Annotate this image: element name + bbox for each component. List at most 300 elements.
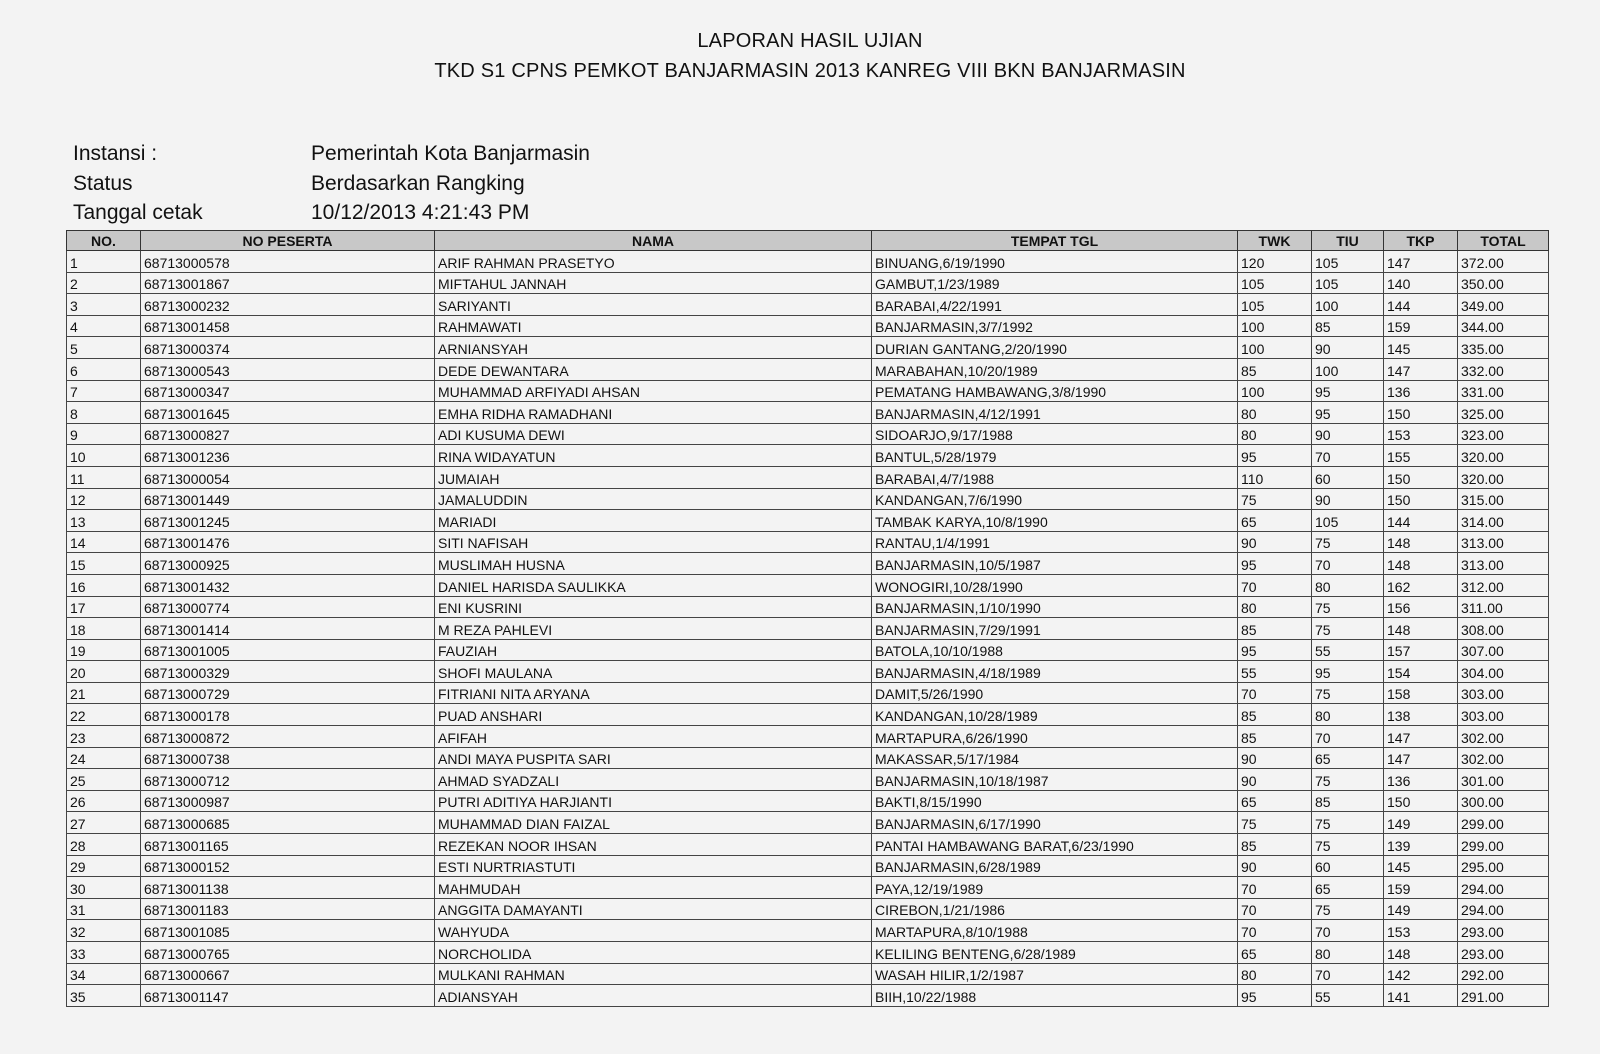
cell-twk: 90 (1238, 769, 1312, 791)
cell-tkp: 156 (1384, 596, 1458, 618)
table-row (67, 661, 1549, 683)
table-row (67, 531, 1549, 553)
cell-no-peserta: 68713001645 (141, 402, 435, 424)
cell-total: 293.00 (1458, 942, 1549, 964)
cell-tkp: 144 (1384, 510, 1458, 532)
cell-tempat-tgl: BANJARMASIN,4/18/1989 (872, 661, 1238, 683)
cell-tempat-tgl: KANDANGAN,10/28/1989 (872, 704, 1238, 726)
cell-nama: AHMAD SYADZALI (435, 769, 872, 791)
cell-twk: 70 (1238, 898, 1312, 920)
cell-no: 21 (67, 682, 141, 704)
cell-twk: 80 (1238, 402, 1312, 424)
cell-total: 372.00 (1458, 251, 1549, 273)
cell-no: 19 (67, 639, 141, 661)
tanggal-row (73, 201, 673, 229)
tanggal-value: 10/12/2013 4:21:43 PM (311, 201, 530, 224)
cell-tempat-tgl: BARABAI,4/7/1988 (872, 466, 1238, 488)
table-row (67, 812, 1549, 834)
cell-nama: RAHMAWATI (435, 315, 872, 337)
cell-no-peserta: 68713000827 (141, 423, 435, 445)
cell-tempat-tgl: SIDOARJO,9/17/1988 (872, 423, 1238, 445)
cell-nama: MULKANI RAHMAN (435, 963, 872, 985)
cell-no: 28 (67, 834, 141, 856)
cell-nama: JAMALUDDIN (435, 488, 872, 510)
cell-twk: 85 (1238, 726, 1312, 748)
cell-tempat-tgl: BANJARMASIN,10/5/1987 (872, 553, 1238, 575)
cell-nama: MIFTAHUL JANNAH (435, 272, 872, 294)
cell-no-peserta: 68713001005 (141, 639, 435, 661)
cell-twk: 75 (1238, 812, 1312, 834)
table-row (67, 942, 1549, 964)
cell-tiu: 70 (1312, 553, 1384, 575)
status-row (73, 172, 673, 200)
table-row (67, 877, 1549, 899)
cell-no-peserta: 68713000667 (141, 963, 435, 985)
cell-tempat-tgl: BATOLA,10/10/1988 (872, 639, 1238, 661)
cell-no: 24 (67, 747, 141, 769)
cell-twk: 65 (1238, 790, 1312, 812)
cell-total: 332.00 (1458, 358, 1549, 380)
cell-total: 294.00 (1458, 877, 1549, 899)
table-row (67, 769, 1549, 791)
cell-no: 7 (67, 380, 141, 402)
cell-nama: ARIF RAHMAN PRASETYO (435, 251, 872, 273)
cell-no-peserta: 68713001414 (141, 618, 435, 640)
cell-tempat-tgl: BAKTI,8/15/1990 (872, 790, 1238, 812)
table-row (67, 726, 1549, 748)
cell-twk: 110 (1238, 466, 1312, 488)
cell-twk: 80 (1238, 963, 1312, 985)
cell-total: 303.00 (1458, 704, 1549, 726)
cell-no-peserta: 68713000774 (141, 596, 435, 618)
cell-twk: 105 (1238, 294, 1312, 316)
cell-tiu: 55 (1312, 639, 1384, 661)
cell-tiu: 60 (1312, 466, 1384, 488)
cell-no-peserta: 68713000054 (141, 466, 435, 488)
cell-tkp: 147 (1384, 358, 1458, 380)
cell-total: 295.00 (1458, 855, 1549, 877)
cell-total: 315.00 (1458, 488, 1549, 510)
cell-twk: 120 (1238, 251, 1312, 273)
cell-no: 9 (67, 423, 141, 445)
cell-tkp: 153 (1384, 920, 1458, 942)
cell-total: 350.00 (1458, 272, 1549, 294)
cell-tiu: 65 (1312, 877, 1384, 899)
cell-tkp: 155 (1384, 445, 1458, 467)
cell-nama: DANIEL HARISDA SAULIKKA (435, 574, 872, 596)
cell-nama: AFIFAH (435, 726, 872, 748)
table-row (67, 445, 1549, 467)
cell-tkp: 159 (1384, 877, 1458, 899)
cell-no: 33 (67, 942, 141, 964)
cell-tkp: 154 (1384, 661, 1458, 683)
cell-tkp: 148 (1384, 553, 1458, 575)
cell-tempat-tgl: TAMBAK KARYA,10/8/1990 (872, 510, 1238, 532)
cell-tkp: 149 (1384, 812, 1458, 834)
table-row (67, 553, 1549, 575)
cell-twk: 70 (1238, 574, 1312, 596)
cell-total: 300.00 (1458, 790, 1549, 812)
cell-no: 2 (67, 272, 141, 294)
cell-tiu: 80 (1312, 574, 1384, 596)
cell-nama: MAHMUDAH (435, 877, 872, 899)
cell-no: 14 (67, 531, 141, 553)
cell-no-peserta: 68713000232 (141, 294, 435, 316)
cell-twk: 100 (1238, 315, 1312, 337)
cell-total: 292.00 (1458, 963, 1549, 985)
table-row (67, 466, 1549, 488)
cell-tkp: 141 (1384, 985, 1458, 1007)
cell-no: 26 (67, 790, 141, 812)
cell-no-peserta: 68713000738 (141, 747, 435, 769)
cell-no: 8 (67, 402, 141, 424)
cell-nama: SHOFI MAULANA (435, 661, 872, 683)
cell-tempat-tgl: DURIAN GANTANG,2/20/1990 (872, 337, 1238, 359)
cell-twk: 95 (1238, 639, 1312, 661)
table-row (67, 790, 1549, 812)
cell-tiu: 60 (1312, 855, 1384, 877)
cell-tempat-tgl: GAMBUT,1/23/1989 (872, 272, 1238, 294)
cell-total: 299.00 (1458, 834, 1549, 856)
instansi-value: Pemerintah Kota Banjarmasin (311, 142, 590, 165)
cell-no: 10 (67, 445, 141, 467)
cell-total: 311.00 (1458, 596, 1549, 618)
cell-tkp: 150 (1384, 402, 1458, 424)
cell-tkp: 150 (1384, 488, 1458, 510)
cell-tempat-tgl: BANJARMASIN,6/28/1989 (872, 855, 1238, 877)
cell-tkp: 162 (1384, 574, 1458, 596)
cell-no-peserta: 68713000374 (141, 337, 435, 359)
cell-tempat-tgl: BANJARMASIN,3/7/1992 (872, 315, 1238, 337)
cell-twk: 65 (1238, 510, 1312, 532)
cell-twk: 85 (1238, 358, 1312, 380)
cell-tempat-tgl: BARABAI,4/22/1991 (872, 294, 1238, 316)
cell-nama: SARIYANTI (435, 294, 872, 316)
cell-no: 29 (67, 855, 141, 877)
cell-total: 323.00 (1458, 423, 1549, 445)
cell-tiu: 70 (1312, 445, 1384, 467)
table-row (67, 639, 1549, 661)
cell-total: 313.00 (1458, 553, 1549, 575)
cell-nama: ANDI MAYA PUSPITA SARI (435, 747, 872, 769)
cell-tiu: 75 (1312, 834, 1384, 856)
cell-nama: JUMAIAH (435, 466, 872, 488)
cell-no-peserta: 68713000578 (141, 251, 435, 273)
cell-total: 313.00 (1458, 531, 1549, 553)
cell-no: 11 (67, 466, 141, 488)
cell-no-peserta: 68713001432 (141, 574, 435, 596)
cell-tiu: 90 (1312, 423, 1384, 445)
cell-total: 308.00 (1458, 618, 1549, 640)
cell-nama: MUHAMMAD ARFIYADI AHSAN (435, 380, 872, 402)
cell-tempat-tgl: RANTAU,1/4/1991 (872, 531, 1238, 553)
cell-tiu: 100 (1312, 294, 1384, 316)
cell-tempat-tgl: CIREBON,1/21/1986 (872, 898, 1238, 920)
table-header-row (67, 231, 1549, 251)
cell-twk: 90 (1238, 747, 1312, 769)
table-row (67, 704, 1549, 726)
table-row (67, 294, 1549, 316)
cell-tiu: 105 (1312, 510, 1384, 532)
status-label: Status (73, 172, 133, 195)
table-row (67, 920, 1549, 942)
cell-tkp: 158 (1384, 682, 1458, 704)
cell-no: 12 (67, 488, 141, 510)
cell-nama: ADIANSYAH (435, 985, 872, 1007)
cell-tiu: 70 (1312, 920, 1384, 942)
cell-no-peserta: 68713001449 (141, 488, 435, 510)
cell-no-peserta: 68713001236 (141, 445, 435, 467)
cell-total: 349.00 (1458, 294, 1549, 316)
cell-no-peserta: 68713001867 (141, 272, 435, 294)
cell-tempat-tgl: PAYA,12/19/1989 (872, 877, 1238, 899)
cell-no-peserta: 68713000178 (141, 704, 435, 726)
cell-nama: PUAD ANSHARI (435, 704, 872, 726)
table-row (67, 251, 1549, 273)
cell-twk: 65 (1238, 942, 1312, 964)
cell-total: 320.00 (1458, 466, 1549, 488)
cell-tiu: 85 (1312, 315, 1384, 337)
cell-tiu: 70 (1312, 726, 1384, 748)
cell-tempat-tgl: BANTUL,5/28/1979 (872, 445, 1238, 467)
cell-no: 34 (67, 963, 141, 985)
cell-nama: MUHAMMAD DIAN FAIZAL (435, 812, 872, 834)
cell-tempat-tgl: MARABAHAN,10/20/1989 (872, 358, 1238, 380)
col-header-tempat-tgl: TEMPAT TGL (872, 231, 1238, 251)
cell-nama: FAUZIAH (435, 639, 872, 661)
cell-tkp: 142 (1384, 963, 1458, 985)
cell-total: 331.00 (1458, 380, 1549, 402)
cell-no-peserta: 68713000729 (141, 682, 435, 704)
cell-tiu: 90 (1312, 337, 1384, 359)
cell-no: 5 (67, 337, 141, 359)
col-header-total: TOTAL (1458, 231, 1549, 251)
cell-tkp: 138 (1384, 704, 1458, 726)
cell-tempat-tgl: WONOGIRI,10/28/1990 (872, 574, 1238, 596)
cell-no: 18 (67, 618, 141, 640)
cell-total: 303.00 (1458, 682, 1549, 704)
cell-tkp: 144 (1384, 294, 1458, 316)
cell-tkp: 136 (1384, 769, 1458, 791)
cell-total: 325.00 (1458, 402, 1549, 424)
cell-twk: 85 (1238, 618, 1312, 640)
col-header-nama: NAMA (435, 231, 872, 251)
cell-no: 6 (67, 358, 141, 380)
cell-no-peserta: 68713001458 (141, 315, 435, 337)
cell-tempat-tgl: WASAH HILIR,1/2/1987 (872, 963, 1238, 985)
cell-nama: ESTI NURTRIASTUTI (435, 855, 872, 877)
cell-total: 291.00 (1458, 985, 1549, 1007)
cell-no-peserta: 68713001138 (141, 877, 435, 899)
cell-total: 307.00 (1458, 639, 1549, 661)
table-row (67, 747, 1549, 769)
cell-tkp: 153 (1384, 423, 1458, 445)
cell-tiu: 90 (1312, 488, 1384, 510)
cell-no: 31 (67, 898, 141, 920)
table-row (67, 834, 1549, 856)
cell-nama: ADI KUSUMA DEWI (435, 423, 872, 445)
cell-twk: 75 (1238, 488, 1312, 510)
cell-total: 314.00 (1458, 510, 1549, 532)
cell-tempat-tgl: KELILING BENTENG,6/28/1989 (872, 942, 1238, 964)
cell-tempat-tgl: PANTAI HAMBAWANG BARAT,6/23/1990 (872, 834, 1238, 856)
cell-no-peserta: 68713000872 (141, 726, 435, 748)
cell-nama: MUSLIMAH HUSNA (435, 553, 872, 575)
cell-nama: EMHA RIDHA RAMADHANI (435, 402, 872, 424)
cell-twk: 85 (1238, 704, 1312, 726)
cell-no: 30 (67, 877, 141, 899)
cell-total: 299.00 (1458, 812, 1549, 834)
cell-twk: 85 (1238, 834, 1312, 856)
cell-twk: 90 (1238, 531, 1312, 553)
cell-no: 1 (67, 251, 141, 273)
cell-tiu: 100 (1312, 358, 1384, 380)
cell-tiu: 95 (1312, 380, 1384, 402)
cell-tempat-tgl: MAKASSAR,5/17/1984 (872, 747, 1238, 769)
cell-no-peserta: 68713000329 (141, 661, 435, 683)
cell-tkp: 145 (1384, 855, 1458, 877)
cell-tiu: 55 (1312, 985, 1384, 1007)
table-row (67, 488, 1549, 510)
cell-tiu: 80 (1312, 942, 1384, 964)
cell-tkp: 148 (1384, 531, 1458, 553)
cell-total: 302.00 (1458, 747, 1549, 769)
cell-tiu: 95 (1312, 402, 1384, 424)
cell-no-peserta: 68713001165 (141, 834, 435, 856)
cell-tkp: 136 (1384, 380, 1458, 402)
cell-no-peserta: 68713000712 (141, 769, 435, 791)
cell-tempat-tgl: KANDANGAN,7/6/1990 (872, 488, 1238, 510)
cell-tiu: 75 (1312, 812, 1384, 834)
cell-no: 23 (67, 726, 141, 748)
cell-tiu: 105 (1312, 251, 1384, 273)
cell-tiu: 105 (1312, 272, 1384, 294)
cell-tiu: 75 (1312, 769, 1384, 791)
cell-no-peserta: 68713000925 (141, 553, 435, 575)
cell-tempat-tgl: BANJARMASIN,10/18/1987 (872, 769, 1238, 791)
cell-nama: ANGGITA DAMAYANTI (435, 898, 872, 920)
report-title: LAPORAN HASIL UJIAN (697, 30, 923, 52)
table-row (67, 423, 1549, 445)
cell-total: 320.00 (1458, 445, 1549, 467)
cell-no: 17 (67, 596, 141, 618)
cell-no: 32 (67, 920, 141, 942)
cell-twk: 70 (1238, 877, 1312, 899)
cell-tempat-tgl: BANJARMASIN,7/29/1991 (872, 618, 1238, 640)
cell-no-peserta: 68713000347 (141, 380, 435, 402)
table-row (67, 380, 1549, 402)
cell-nama: MARIADI (435, 510, 872, 532)
cell-tkp: 150 (1384, 466, 1458, 488)
cell-no: 3 (67, 294, 141, 316)
cell-tkp: 149 (1384, 898, 1458, 920)
status-value: Berdasarkan Rangking (311, 172, 525, 195)
cell-nama: FITRIANI NITA ARYANA (435, 682, 872, 704)
report-subtitle: TKD S1 CPNS PEMKOT BANJARMASIN 2013 KANREG VIII BKN BANJARMASIN (434, 60, 1186, 82)
col-header-tkp: TKP (1384, 231, 1458, 251)
cell-total: 294.00 (1458, 898, 1549, 920)
table-row (67, 618, 1549, 640)
cell-nama: ENI KUSRINI (435, 596, 872, 618)
cell-total: 301.00 (1458, 769, 1549, 791)
cell-twk: 105 (1238, 272, 1312, 294)
cell-twk: 95 (1238, 445, 1312, 467)
cell-tempat-tgl: BIIH,10/22/1988 (872, 985, 1238, 1007)
cell-tempat-tgl: DAMIT,5/26/1990 (872, 682, 1238, 704)
cell-no-peserta: 68713001147 (141, 985, 435, 1007)
cell-nama: WAHYUDA (435, 920, 872, 942)
table-row (67, 402, 1549, 424)
cell-nama: M REZA PAHLEVI (435, 618, 872, 640)
cell-total: 312.00 (1458, 574, 1549, 596)
cell-twk: 70 (1238, 682, 1312, 704)
cell-no: 27 (67, 812, 141, 834)
cell-tkp: 147 (1384, 251, 1458, 273)
cell-no: 13 (67, 510, 141, 532)
cell-no: 35 (67, 985, 141, 1007)
cell-no: 4 (67, 315, 141, 337)
cell-tkp: 147 (1384, 747, 1458, 769)
cell-tempat-tgl: MARTAPURA,8/10/1988 (872, 920, 1238, 942)
cell-tempat-tgl: BINUANG,6/19/1990 (872, 251, 1238, 273)
cell-no-peserta: 68713000543 (141, 358, 435, 380)
cell-no-peserta: 68713000152 (141, 855, 435, 877)
cell-twk: 100 (1238, 337, 1312, 359)
cell-nama: ARNIANSYAH (435, 337, 872, 359)
cell-nama: PUTRI ADITIYA HARJIANTI (435, 790, 872, 812)
cell-tiu: 75 (1312, 596, 1384, 618)
cell-no-peserta: 68713000685 (141, 812, 435, 834)
cell-tkp: 148 (1384, 942, 1458, 964)
cell-tiu: 70 (1312, 963, 1384, 985)
cell-tempat-tgl: BANJARMASIN,6/17/1990 (872, 812, 1238, 834)
cell-twk: 80 (1238, 596, 1312, 618)
table-row (67, 337, 1549, 359)
table-row (67, 574, 1549, 596)
cell-twk: 80 (1238, 423, 1312, 445)
cell-nama: RINA WIDAYATUN (435, 445, 872, 467)
cell-tkp: 140 (1384, 272, 1458, 294)
table-row (67, 510, 1549, 532)
cell-twk: 90 (1238, 855, 1312, 877)
cell-no: 15 (67, 553, 141, 575)
cell-tkp: 139 (1384, 834, 1458, 856)
cell-tkp: 157 (1384, 639, 1458, 661)
cell-tkp: 145 (1384, 337, 1458, 359)
cell-twk: 70 (1238, 920, 1312, 942)
cell-nama: REZEKAN NOOR IHSAN (435, 834, 872, 856)
cell-total: 293.00 (1458, 920, 1549, 942)
cell-nama: SITI NAFISAH (435, 531, 872, 553)
cell-no-peserta: 68713001085 (141, 920, 435, 942)
cell-total: 335.00 (1458, 337, 1549, 359)
cell-tempat-tgl: PEMATANG HAMBAWANG,3/8/1990 (872, 380, 1238, 402)
cell-twk: 55 (1238, 661, 1312, 683)
table-row (67, 963, 1549, 985)
table-row (67, 682, 1549, 704)
col-header-tiu: TIU (1312, 231, 1384, 251)
cell-no: 20 (67, 661, 141, 683)
table-row (67, 596, 1549, 618)
cell-no: 25 (67, 769, 141, 791)
cell-twk: 95 (1238, 985, 1312, 1007)
cell-total: 302.00 (1458, 726, 1549, 748)
table-row (67, 985, 1549, 1007)
table-row (67, 898, 1549, 920)
cell-no: 22 (67, 704, 141, 726)
cell-tiu: 75 (1312, 531, 1384, 553)
cell-total: 344.00 (1458, 315, 1549, 337)
